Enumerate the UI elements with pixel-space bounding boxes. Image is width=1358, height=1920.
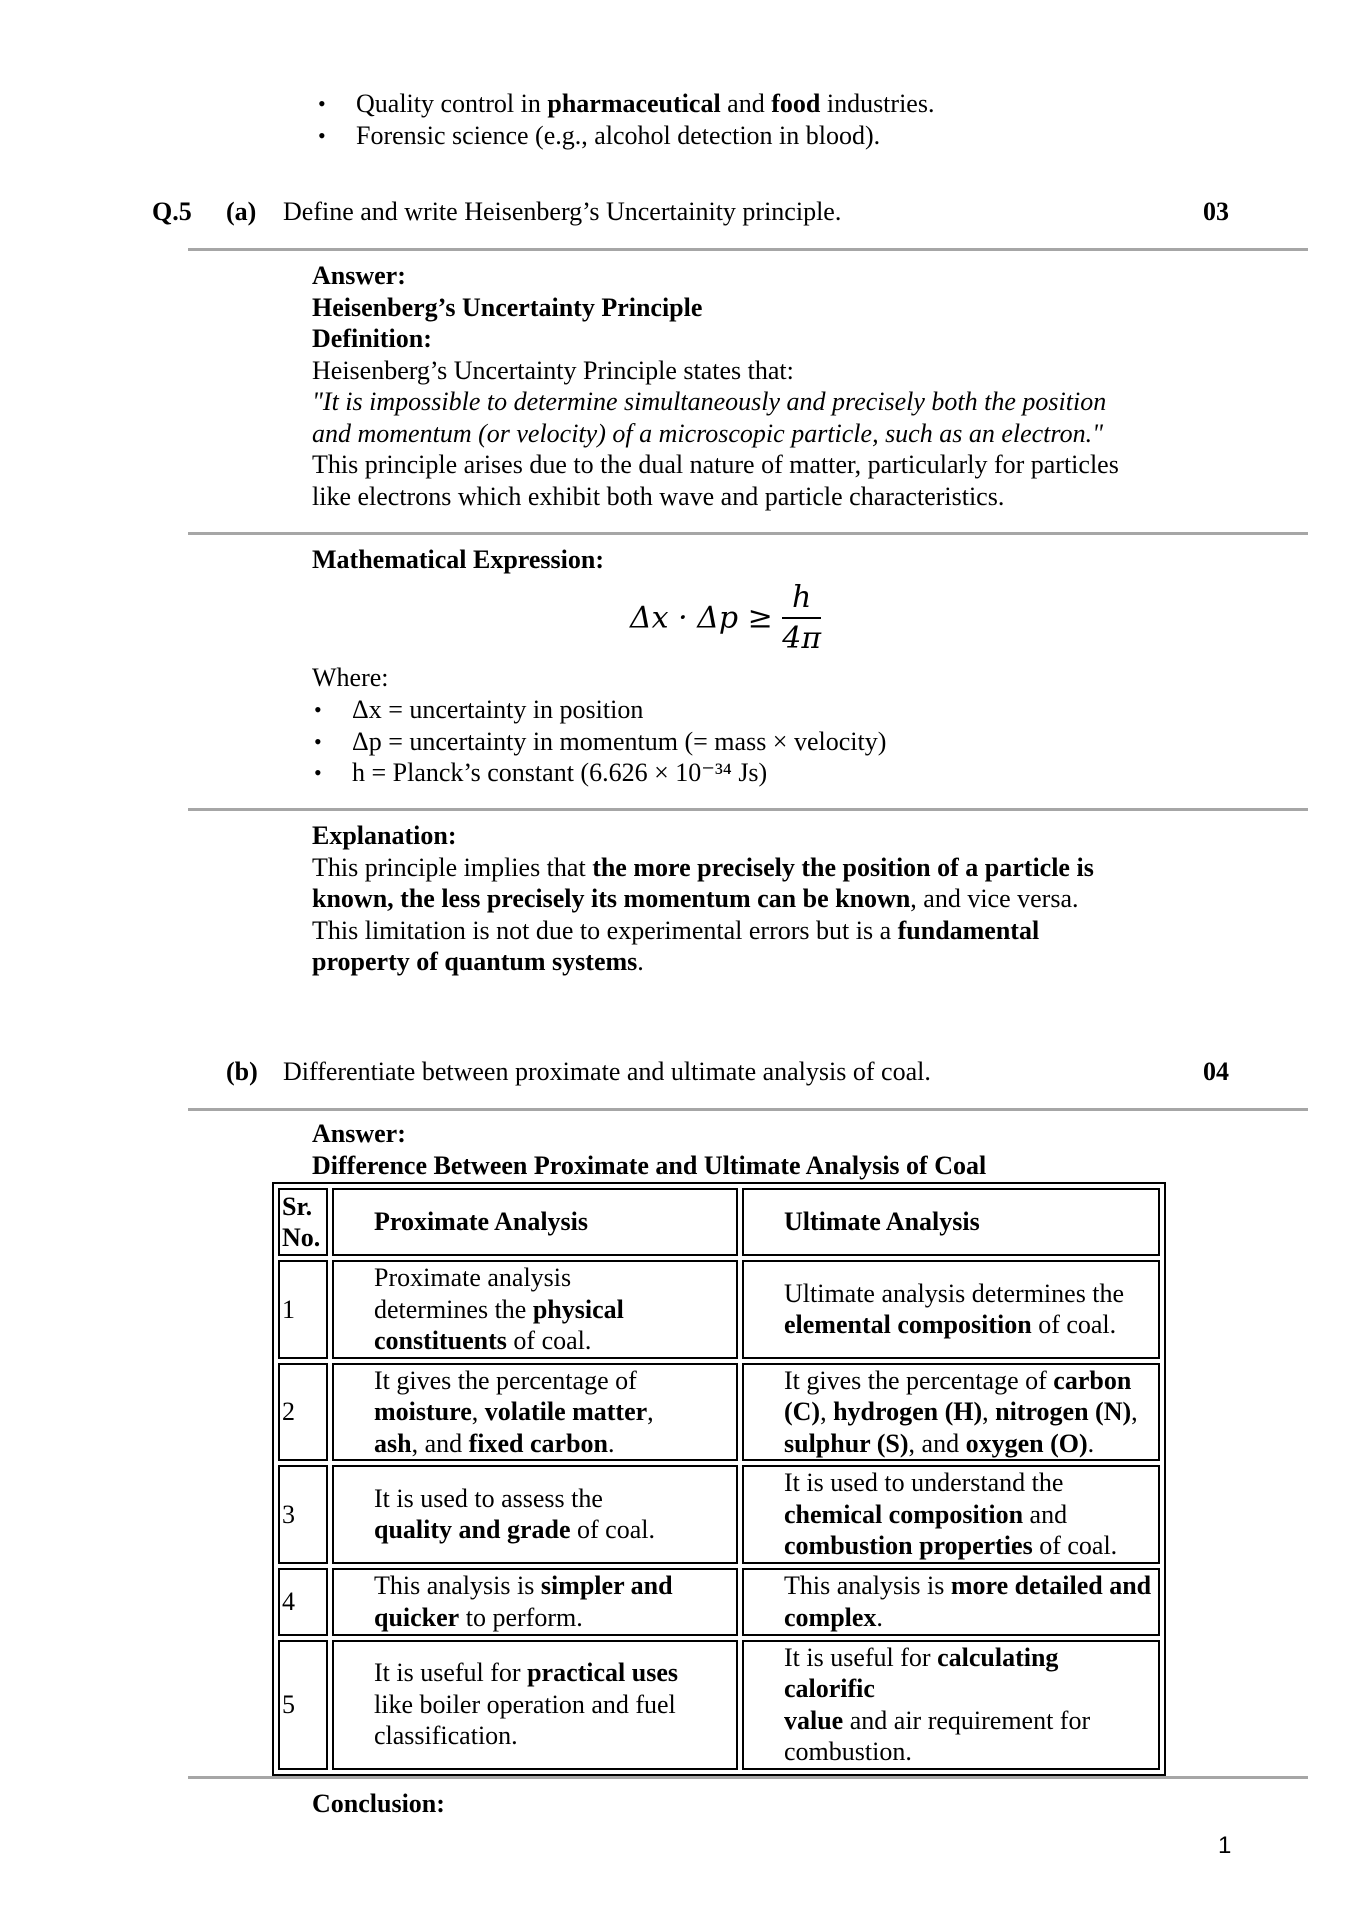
proximate-text-line: This analysis is simpler and [374, 1571, 673, 1600]
cell-ultimate [742, 1640, 1160, 1770]
part-b-question: Differentiate between proximate and ultimate analysis of coal. [283, 1057, 931, 1086]
question-number: Q.5 [152, 197, 192, 226]
cell-proximate [332, 1260, 738, 1359]
proximate-text-line: quicker to perform. [374, 1602, 583, 1632]
part-a-marks: 03 [1203, 197, 1229, 226]
divider [188, 1776, 1308, 1779]
cell-ultimate [742, 1260, 1160, 1359]
uncertainty-equation [630, 580, 821, 656]
part-a-question: Define and write Heisenberg’s Uncertainity principle. [283, 197, 842, 226]
ultimate-text-line: combustion properties of coal. [784, 1531, 1118, 1560]
header-ultimate: Ultimate Analysis [742, 1188, 1160, 1256]
ultimate-text-line: It gives the percentage of carbon [784, 1365, 1132, 1395]
header-sr-no: Sr. No. [278, 1188, 328, 1256]
where-item: • Δp = uncertainty in momentum (= mass × velocity) [314, 726, 886, 758]
explanation-section [312, 820, 1094, 978]
cell-proximate [332, 1465, 738, 1564]
part-b-label: (b) [226, 1057, 258, 1086]
ultimate-text-line: elemental composition of coal. [784, 1310, 1117, 1340]
ultimate-text-line: value and air requirement for [784, 1705, 1091, 1735]
definition-section [312, 260, 1119, 512]
equation-denominator: 4π [782, 621, 822, 656]
explanation-line: This limitation is not due to experimental errors but is a fundamental [312, 915, 1040, 945]
ultimate-text-line: It is used to understand the [784, 1468, 1064, 1497]
proximate-text-line: ash, and fixed carbon. [374, 1428, 615, 1458]
conclusion-heading: Conclusion: [312, 1789, 445, 1818]
explanation-line: known, the less precisely its momentum can be known, and vice versa. [312, 884, 1079, 913]
definition-intro: Heisenberg’s Uncertainty Principle states that: [312, 355, 794, 385]
table-header-row [278, 1188, 1160, 1256]
definition-quote-line: and momentum (or velocity) of a microscopic particle, such as an electron." [312, 418, 1103, 448]
cell-proximate [332, 1640, 738, 1770]
cell-sr-no: 4 [278, 1568, 328, 1636]
proximate-text-line: like boiler operation and fuel [374, 1689, 676, 1719]
cell-sr-no: 3 [278, 1465, 328, 1564]
comparison-table [272, 1182, 1166, 1776]
cell-ultimate [742, 1465, 1160, 1564]
cell-proximate [332, 1568, 738, 1636]
explanation-heading: Explanation: [312, 821, 457, 850]
definition-heading: Definition: [312, 324, 432, 353]
cell-sr-no: 2 [278, 1363, 328, 1462]
equation-lhs: Δx · Δp ≥ [630, 600, 773, 636]
proximate-text-line: Proximate analysis [374, 1263, 572, 1292]
table-row [278, 1363, 1160, 1462]
table-row [278, 1465, 1160, 1564]
cell-proximate [332, 1363, 738, 1462]
part-b-marks: 04 [1203, 1057, 1229, 1086]
proximate-text-line: It gives the percentage of [374, 1365, 637, 1395]
cell-sr-no: 1 [278, 1260, 328, 1359]
header-proximate: Proximate Analysis [332, 1188, 738, 1256]
explanation-line: This principle implies that the more precisely the position of a particle is [312, 852, 1094, 882]
dual-nature-line: This principle arises due to the dual nature of matter, particularly for particles [312, 450, 1119, 479]
table-row [278, 1640, 1160, 1770]
equation-fraction [782, 580, 821, 656]
definition-quote-line: "It is impossible to determine simultaneously and precisely both the position [312, 387, 1107, 416]
proximate-text-line: determines the physical [374, 1294, 624, 1324]
dual-nature-line: like electrons which exhibit both wave and particle characteristics. [312, 481, 1005, 511]
cell-ultimate [742, 1568, 1160, 1636]
proximate-text-line: classification. [374, 1721, 518, 1751]
ultimate-text-line: sulphur (S), and oxygen (O). [784, 1428, 1095, 1458]
divider [188, 532, 1308, 535]
ultimate-text-line: chemical composition and [784, 1499, 1068, 1529]
top-bullet-list [318, 88, 934, 151]
part-b-answer-heading: Answer: [312, 1119, 406, 1148]
where-label: Where: [312, 663, 389, 692]
answer-heading: Answer: [312, 261, 406, 290]
comparison-title: Difference Between Proximate and Ultimate Analysis of Coal [312, 1151, 987, 1180]
ultimate-text-line: It is useful for calculating calorific [784, 1642, 1059, 1703]
ultimate-text-line: complex. [784, 1602, 883, 1632]
where-item: • Δx = uncertainty in position [314, 694, 886, 726]
explanation-line: property of quantum systems. [312, 947, 644, 976]
table-row [278, 1260, 1160, 1359]
proximate-text-line: moisture, volatile matter, [374, 1397, 654, 1426]
ultimate-text-line: Ultimate analysis determines the [784, 1278, 1125, 1308]
divider [188, 808, 1308, 811]
page-number: 1 [1218, 1832, 1232, 1859]
proximate-text-line: quality and grade of coal. [374, 1515, 655, 1545]
ultimate-text-line: combustion. [784, 1737, 912, 1766]
ultimate-text-line: This analysis is more detailed and [784, 1571, 1152, 1600]
divider [188, 248, 1308, 251]
divider [188, 1108, 1308, 1111]
math-heading: Mathematical Expression: [312, 545, 604, 574]
proximate-text-line: constituents of coal. [374, 1326, 592, 1355]
table-row [278, 1568, 1160, 1636]
cell-sr-no: 5 [278, 1640, 328, 1770]
equation-numerator: h [782, 580, 821, 619]
principle-title: Heisenberg’s Uncertainty Principle [312, 292, 703, 322]
ultimate-text-line: (C), hydrogen (H), nitrogen (N), [784, 1397, 1138, 1426]
proximate-text-line: It is useful for practical uses [374, 1658, 679, 1688]
bullet-item-forensic: • Forensic science (e.g., alcohol detection in blood). [318, 120, 934, 152]
proximate-text-line: It is used to assess the [374, 1483, 603, 1513]
cell-ultimate [742, 1363, 1160, 1462]
bullet-item-quality-control: • Quality control in pharmaceutical and food industries. [318, 88, 934, 120]
where-list [314, 694, 886, 789]
part-a-label: (a) [226, 197, 257, 226]
where-item: • h = Planck’s constant (6.626 × 10⁻³⁴ Js) [314, 757, 886, 789]
